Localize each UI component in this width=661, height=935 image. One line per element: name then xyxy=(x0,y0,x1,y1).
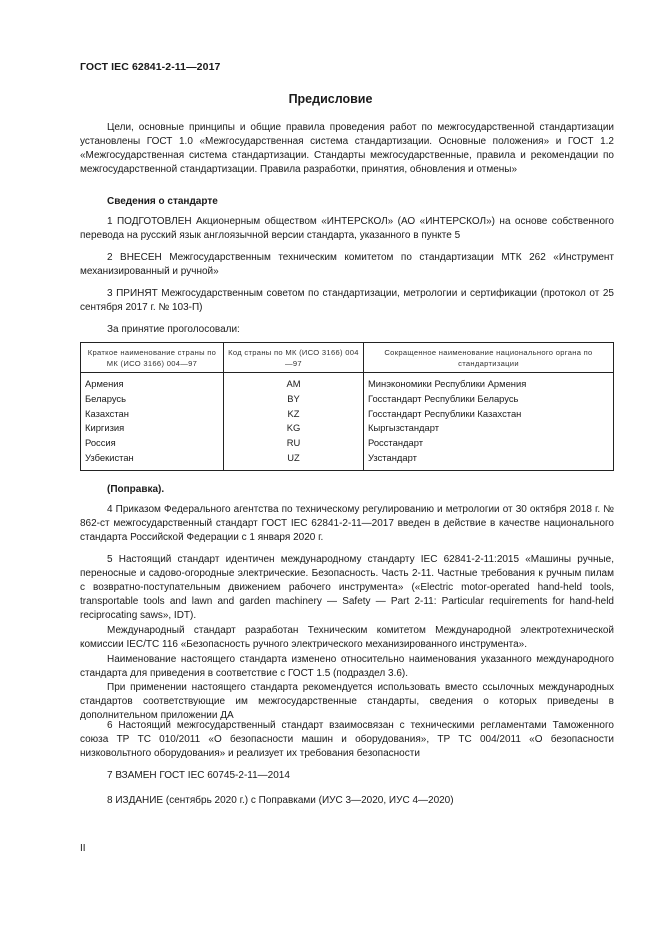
standards-body: Кыргызстандарт xyxy=(364,421,614,436)
country-code: AM xyxy=(224,373,364,392)
page-number: II xyxy=(80,843,86,854)
standards-body: Росстандарт xyxy=(364,436,614,451)
standards-body: Минэкономики Республики Армения xyxy=(364,373,614,392)
item-2-paragraph: 2 ВНЕСЕН Межгосударственным техническим комитетом по стандартизации МТК 262 «Инструмент механизированный и ручной» xyxy=(80,252,614,277)
vote-table-header xyxy=(81,343,614,373)
item-8-paragraph: 8 ИЗДАНИЕ (сентябрь 2020 г.) с Поправками (ИУС 3—2020, ИУС 4—2020) xyxy=(107,795,454,806)
country-name: Киргизия xyxy=(85,422,125,434)
table-row xyxy=(81,392,614,407)
table-row xyxy=(81,451,614,470)
item-5-paragraph: 5 Настоящий стандарт идентичен международному стандарту IEC 62841-2-11:2015 «Машины ручные, переносные и садово-огородные электрические. Безопасность. Часть 2-11. Частные требования к ручным пилам с возвратно-поступательным движением рабочего инструмента» («Electric motor-operated hand-held tools, transportable tools and lawn and garden machinery — Safety — Part 2-11: Particular requirements for hand-held reciprocating saws», IDT). xyxy=(80,554,614,621)
section-heading: Сведения о стандарте xyxy=(107,196,218,207)
table-row xyxy=(81,373,614,392)
country-name: Армения xyxy=(85,378,124,389)
amendment-note: (Поправка). xyxy=(107,484,165,495)
header-country: Краткое наименование страны по МК (ИСО 3166) 004—97 xyxy=(81,343,224,373)
country-name: Беларусь xyxy=(85,392,127,404)
item-5-iec-note: Международный стандарт разработан Техническим комитетом Международной электротехнической комиссии IEC/TC 116 «Безопасность ручного электрического механизированного инструмента». xyxy=(80,625,614,650)
item-6-paragraph: 6 Настоящий межгосударственный стандарт взаимосвязан с техническими регламентами Таможенного союза ТР ТС 010/2011 «О безопасности машин и оборудования», ТР ТС 004/2011 «О безопасности низковольтного оборудования» и реализует их требования безопасности xyxy=(80,720,614,759)
table-row xyxy=(81,436,614,451)
country-code: KZ xyxy=(224,407,364,422)
item-5-title-note: Наименование настоящего стандарта изменено относительно наименования указанного международного стандарта для приведения в соответствие с ГОСТ 1.5 (подраздел 3.6). xyxy=(80,654,614,679)
standards-body: Госстандарт Республики Казахстан xyxy=(364,407,614,422)
intro-paragraph: Цели, основные принципы и общие правила проведения работ по межгосударственной стандартизации установлены ГОСТ 1.0 «Межгосударственная система стандартизации. Основные положения» и ГОСТ 1.2 «Межгосударственная система стандартизации. Стандарты межгосударственные, правила и рекомендации по межгосударственной стандартизации. Правила разработки, принятия, обновления и отмены» xyxy=(80,122,614,175)
header-body: Сокращенное наименование национального органа по стандартизации xyxy=(364,343,614,373)
country-code: RU xyxy=(224,436,364,451)
country-code: KG xyxy=(224,421,364,436)
country-name: Россия xyxy=(85,437,116,449)
table-row xyxy=(81,421,614,436)
item-4-paragraph: 4 Приказом Федерального агентства по техническому регулированию и метрологии от 30 октября 2018 г. № 862-ст межгосударственный стандарт ГОСТ IEC 62841-2-11—2017 введен в действие в качестве национального стандарта Российской Федерации с 1 января 2020 г. xyxy=(80,504,614,543)
page-title: Предисловие xyxy=(288,92,373,106)
country-name: Узбекистан xyxy=(81,451,224,470)
item-5-reference-note: При применении настоящего стандарта рекомендуется использовать вместо ссылочных международных стандартов соответствующие им межгосударственные стандарты, сведения о которых приведены в дополнительном приложении ДА xyxy=(80,682,614,721)
item-1-paragraph: 1 ПОДГОТОВЛЕН Акционерным обществом «ИНТЕРСКОЛ» (АО «ИНТЕРСКОЛ») на основе собственного перевода на русский язык англоязычной версии стандарта, указанного в пункте 5 xyxy=(80,216,614,241)
table-row xyxy=(81,407,614,422)
vote-intro: За принятие проголосовали: xyxy=(107,324,240,335)
country-name: Казахстан xyxy=(85,407,129,419)
header-code: Код страны по МК (ИСО 3166) 004—97 xyxy=(224,343,364,373)
item-3-paragraph: 3 ПРИНЯТ Межгосударственным советом по стандартизации, метрологии и сертификации (протокол от 25 сентября 2017 г. № 103-П) xyxy=(80,288,614,313)
standards-body: Узстандарт xyxy=(364,451,614,470)
item-7-paragraph: 7 ВЗАМЕН ГОСТ IEC 60745-2-11—2014 xyxy=(107,770,290,781)
country-code: UZ xyxy=(224,451,364,470)
country-code: BY xyxy=(224,392,364,407)
vote-table xyxy=(80,342,614,471)
standards-body: Госстандарт Республики Беларусь xyxy=(364,392,614,407)
document-code: ГОСТ IEC 62841-2-11—2017 xyxy=(80,61,221,73)
